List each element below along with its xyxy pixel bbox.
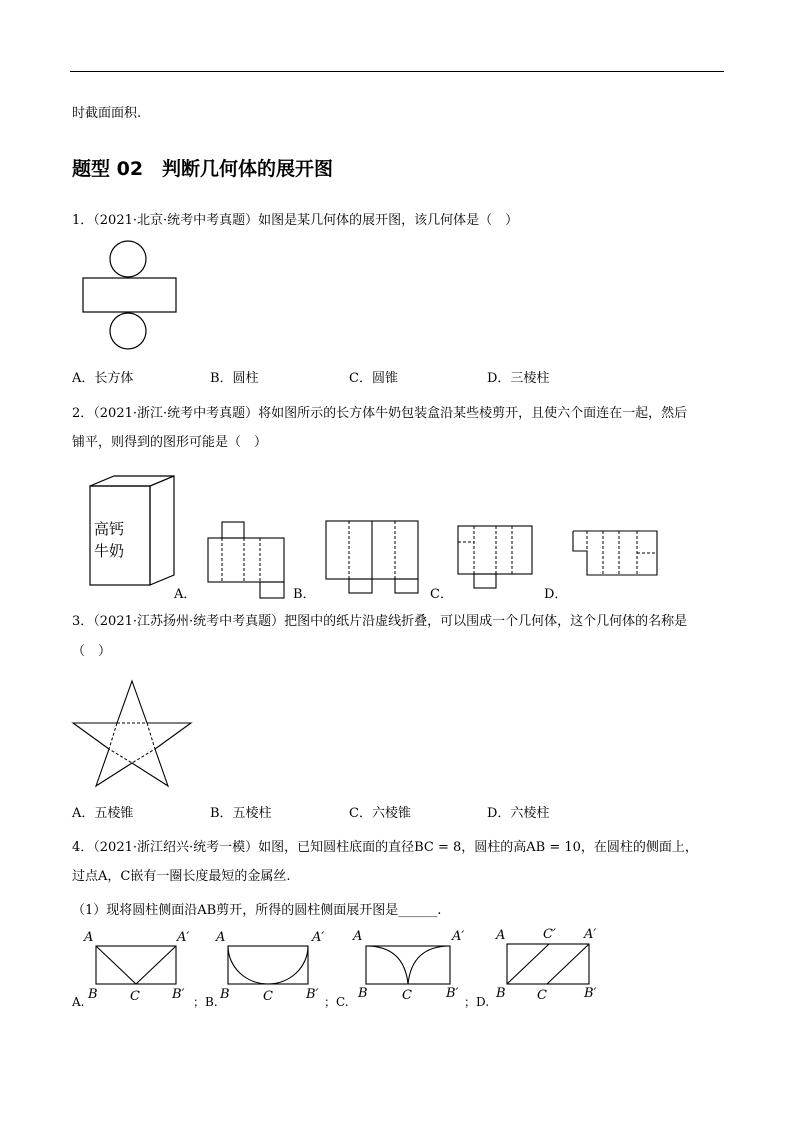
q1-rectangle [83,278,176,312]
carryover-text: 时截面面积. [72,106,142,121]
q4-a-label-A-prime: A′ [177,930,190,945]
q4-d-label-C-prime: C′ [543,927,556,942]
q4-c-label-A: A [353,929,363,944]
q3-option-b[interactable]: B．五棱柱 [210,806,272,821]
q4-b-label-B-prime: B′ [306,987,319,1002]
q3-option-d[interactable]: D．六棱柱 [487,806,550,821]
q4-a-label-B: B [88,987,98,1002]
q4-figure-a[interactable] [94,944,178,986]
q1-option-c[interactable]: C．圆锥 [349,371,398,386]
q4-figure-d[interactable] [505,942,591,986]
q3-stem-line2: （ ） [72,644,112,659]
q4-a-label-B-prime: B′ [172,987,185,1002]
q4-option-a-letter[interactable]: A. [72,995,85,1009]
q4-d-label-A-prime: A′ [584,927,597,942]
q4-c-label-B: B [358,986,368,1001]
q1-option-d[interactable]: D．三棱柱 [487,371,550,386]
q2-option-d-letter[interactable]: D． [544,587,568,602]
q4-d-label-B-prime: B′ [584,986,597,1001]
q3-star-net [70,679,194,789]
section-title: 题型 02 判断几何体的展开图 [72,158,334,180]
q2-box-label [94,518,124,562]
q2-net-a[interactable] [205,520,287,586]
q2-option-b-letter[interactable]: B． [293,587,316,602]
q3-stem-line1: 3．（2021·江苏扬州·统考中考真题）把图中的纸片沿虚线折叠，可以围成一个几何体，这个几何体的名称是 [72,614,688,629]
q4-option-d-letter[interactable]: ；D. [464,995,490,1009]
q4-figure-b[interactable] [226,944,310,986]
q1-top-circle [110,241,146,277]
q2-box-label-line1: 高钙 [94,520,125,538]
q2-option-c-letter[interactable]: C． [430,587,453,602]
q4-stem-line2: 过点A，C嵌有一圈长度最短的金属丝. [72,869,291,884]
q4-option-c-letter[interactable]: ；C. [324,995,349,1009]
q1-option-b[interactable]: B．圆柱 [210,371,259,386]
q4-b-label-B: B [220,987,230,1002]
q4-option-b-letter[interactable]: ；B. [193,995,218,1009]
q4-b-label-A: A [216,930,226,945]
q2-net-c[interactable] [456,524,534,590]
q4-d-label-A: A [496,928,506,943]
q4-stem-line1: 4．（2021·浙江绍兴·统考一模）如图，已知圆柱底面的直径BC = 8，圆柱的高AB = 10，在圆柱的侧面上， [72,840,698,855]
q2-box-label-line2: 牛奶 [94,542,125,560]
q4-c-label-C: C [402,988,412,1003]
q1-option-a[interactable]: A．长方体 [72,371,134,386]
q4-d-label-B: B [496,986,506,1001]
q4-d-label-C: C [537,988,547,1003]
q1-bottom-circle [110,313,146,349]
q2-option-a-letter[interactable]: A． [174,587,197,602]
q2-stem-line2: 铺平，则得到的图形可能是（ ） [72,435,268,450]
q2-net-b[interactable] [324,519,420,595]
q4-b-label-C: C [263,989,273,1004]
q2-stem-line1: 2．（2021·浙江·统考中考真题）将如图所示的长方体牛奶包装盒沿某些棱剪开，且使六个面连在一起，然后 [72,406,688,421]
q4-a-label-C: C [130,989,140,1004]
q1-stem: 1．（2021·北京·统考中考真题）如图是某几何体的展开图，该几何体是（ ） [72,213,519,228]
q4-sub1: （1）现将圆柱侧面沿AB剪开，所得的圆柱侧面展开图是______. [72,903,442,918]
header-rule [70,71,724,72]
q4-figure-c[interactable] [364,944,452,986]
q1-figure-cylinder-net [80,240,180,355]
q4-c-label-B-prime: B′ [446,986,459,1001]
q4-c-label-A-prime: A′ [452,929,465,944]
q3-option-a[interactable]: A．五棱锥 [72,806,134,821]
q3-option-c[interactable]: C．六棱锥 [349,806,411,821]
q4-b-label-A-prime: A′ [312,930,325,945]
q2-net-d[interactable] [571,529,661,581]
q4-a-label-A: A [84,930,94,945]
